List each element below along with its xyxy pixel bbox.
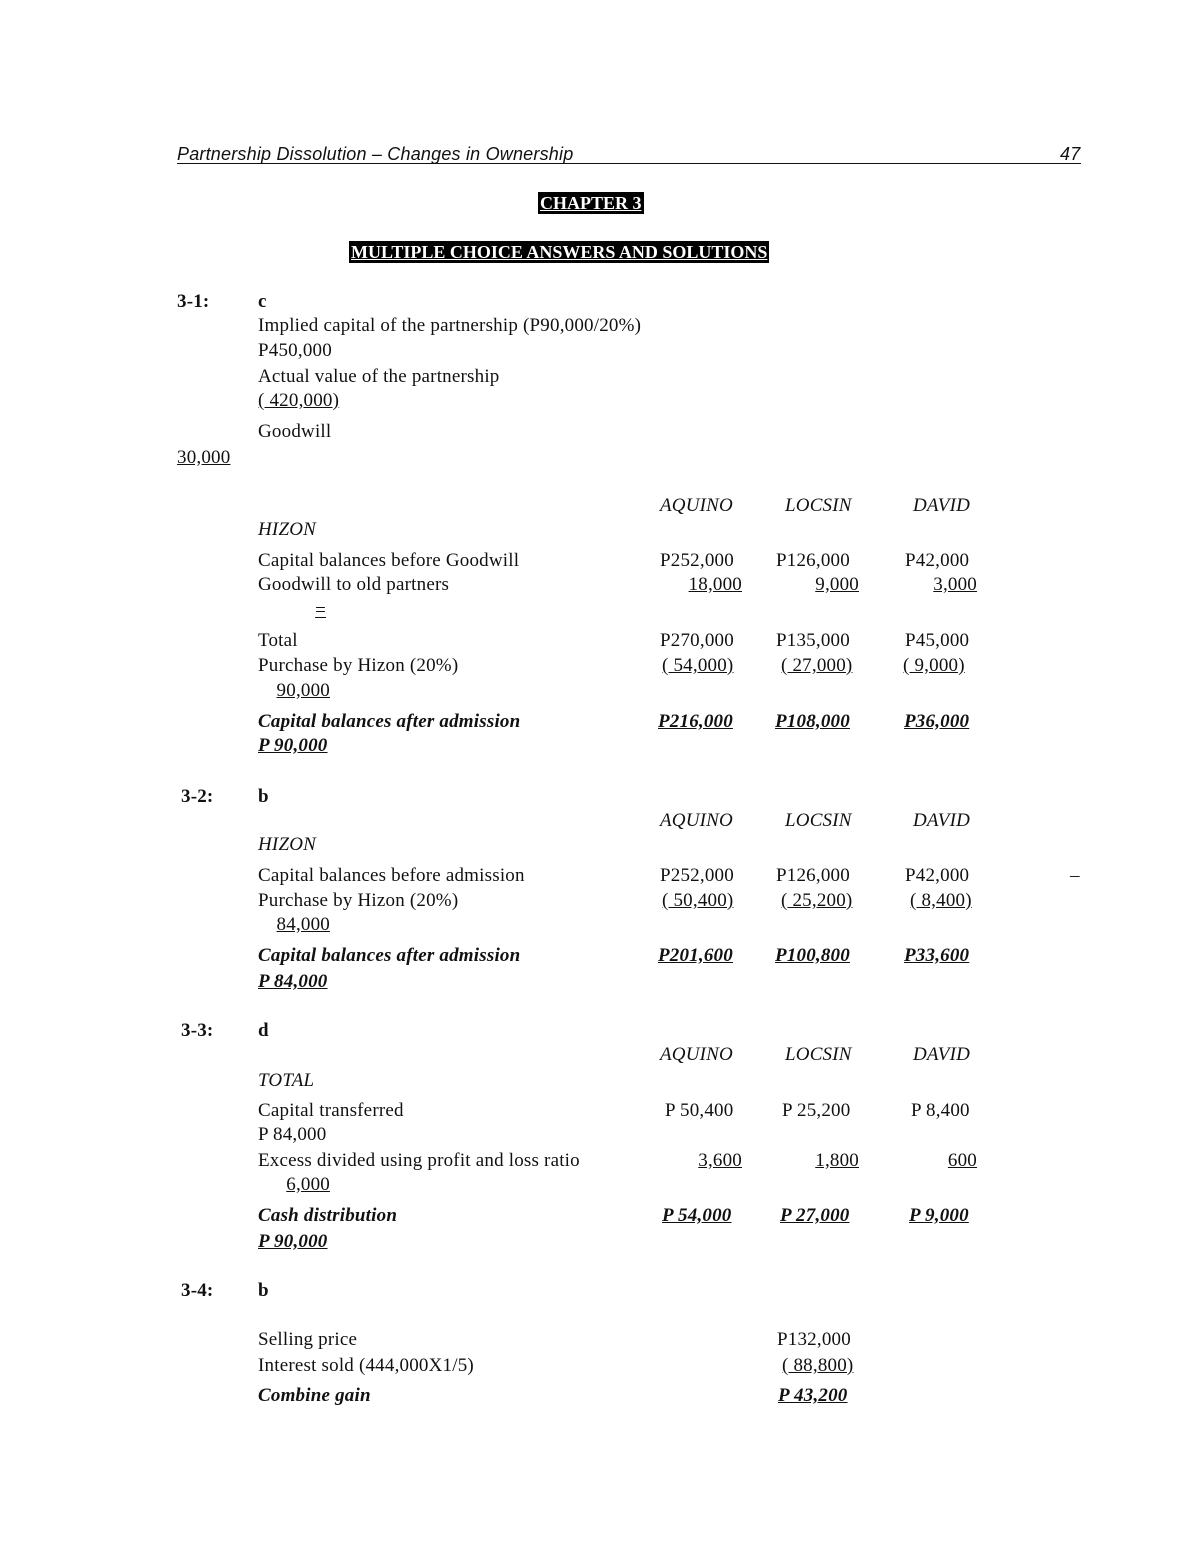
answer-letter: b — [258, 1280, 269, 1301]
row-label: Combine gain — [258, 1385, 371, 1406]
cell-value: ( 25,200) — [781, 890, 853, 911]
question-number: 3-4: — [181, 1280, 214, 1301]
dash-mark: – — [1070, 865, 1080, 886]
cell-value: 600 — [947, 1150, 977, 1171]
cell-value: P135,000 — [776, 630, 850, 651]
cell-value: ( 54,000) — [662, 655, 734, 676]
cell-value: P 8,400 — [911, 1100, 970, 1121]
column-header: AQUINO — [660, 495, 733, 516]
cell-value: 9,000 — [815, 574, 859, 595]
cell-value: P126,000 — [776, 550, 850, 571]
cell-value: P100,800 — [775, 945, 850, 966]
row-label: Purchase by Hizon (20%) — [258, 890, 459, 911]
row-label: Selling price — [258, 1329, 358, 1350]
cell-value: 3,600 — [698, 1150, 742, 1171]
row-label: Total — [258, 630, 298, 651]
row-label: Excess divided using profit and loss ratio — [258, 1150, 580, 1171]
solution-line: Actual value of the partnership — [258, 366, 500, 387]
cell-value: P252,000 — [660, 865, 734, 886]
cell-value: P 90,000 — [258, 1231, 328, 1252]
cell-value: ( 9,000) — [903, 655, 965, 676]
cell-value: P 90,000 — [258, 735, 328, 756]
page-number: 47 — [1060, 144, 1081, 164]
cell-value: P 84,000 — [258, 971, 328, 992]
column-header: AQUINO — [660, 810, 733, 831]
column-header: LOCSIN — [785, 810, 852, 831]
answer-letter: b — [258, 786, 269, 807]
cell-value: 3,000 — [933, 574, 977, 595]
question-number: 3-2: — [181, 786, 214, 807]
solution-line: Implied capital of the partnership (P90,000/20%) — [258, 315, 642, 336]
row-label: Interest sold (444,000X1/5) — [258, 1355, 474, 1376]
question-number: 3-3: — [181, 1020, 214, 1041]
cell-value: P 54,000 — [662, 1205, 732, 1226]
row-label: Cash distribution — [258, 1205, 398, 1226]
cell-value: 90,000 — [276, 680, 330, 701]
cell-value: ( 8,400) — [910, 890, 972, 911]
answer-letter: d — [258, 1020, 269, 1041]
solution-amount: 30,000 — [177, 447, 231, 468]
cell-value: P108,000 — [775, 711, 850, 732]
cell-value: P252,000 — [660, 550, 734, 571]
cell-value: P42,000 — [905, 550, 970, 571]
row-label: Capital balances before Goodwill — [258, 550, 520, 571]
cell-value: = — [315, 600, 326, 621]
cell-value: P126,000 — [776, 865, 850, 886]
section-title: MULTIPLE CHOICE ANSWERS AND SOLUTIONS — [351, 242, 768, 262]
column-header: DAVID — [913, 810, 971, 831]
row-label: Capital transferred — [258, 1100, 404, 1121]
column-header: LOCSIN — [785, 1044, 852, 1065]
cell-value: 1,800 — [815, 1150, 859, 1171]
cell-value: P 25,200 — [782, 1100, 851, 1121]
question-number: 3-1: — [177, 291, 210, 312]
cell-value: 84,000 — [276, 914, 330, 935]
column-header: HIZON — [258, 519, 317, 540]
cell-value: P45,000 — [905, 630, 970, 651]
solution-line: Goodwill — [258, 421, 332, 442]
row-label: Goodwill to old partners — [258, 574, 450, 595]
solution-amount: ( 420,000) — [258, 390, 340, 411]
cell-value: ( 88,800) — [782, 1355, 854, 1376]
cell-value: P36,000 — [904, 711, 970, 732]
chapter-title: CHAPTER 3 — [540, 193, 642, 213]
row-label: Capital balances after admission — [258, 711, 521, 732]
cell-value: P 43,200 — [778, 1385, 848, 1406]
cell-value: P270,000 — [660, 630, 734, 651]
cell-value: P 9,000 — [909, 1205, 969, 1226]
running-header-title: Partnership Dissolution – Changes in Ownership — [177, 144, 574, 164]
header-rule — [177, 163, 1081, 164]
cell-value: 18,000 — [688, 574, 742, 595]
cell-value: P216,000 — [658, 711, 733, 732]
cell-value: P 50,400 — [665, 1100, 734, 1121]
cell-value: P201,600 — [658, 945, 733, 966]
cell-value: P33,600 — [904, 945, 970, 966]
cell-value: P132,000 — [777, 1329, 851, 1350]
cell-value: P 27,000 — [780, 1205, 850, 1226]
column-header: TOTAL — [258, 1070, 315, 1091]
cell-value: 6,000 — [286, 1174, 330, 1195]
row-label: Purchase by Hizon (20%) — [258, 655, 459, 676]
column-header: DAVID — [913, 1044, 971, 1065]
cell-value: P 84,000 — [258, 1124, 327, 1145]
cell-value: ( 27,000) — [781, 655, 853, 676]
cell-value: ( 50,400) — [662, 890, 734, 911]
column-header: LOCSIN — [785, 495, 852, 516]
answer-letter: c — [258, 291, 267, 312]
column-header: AQUINO — [660, 1044, 733, 1065]
cell-value: P42,000 — [905, 865, 970, 886]
row-label: Capital balances before admission — [258, 865, 525, 886]
solution-amount: P450,000 — [258, 340, 332, 361]
column-header: HIZON — [258, 834, 317, 855]
row-label: Capital balances after admission — [258, 945, 521, 966]
column-header: DAVID — [913, 495, 971, 516]
